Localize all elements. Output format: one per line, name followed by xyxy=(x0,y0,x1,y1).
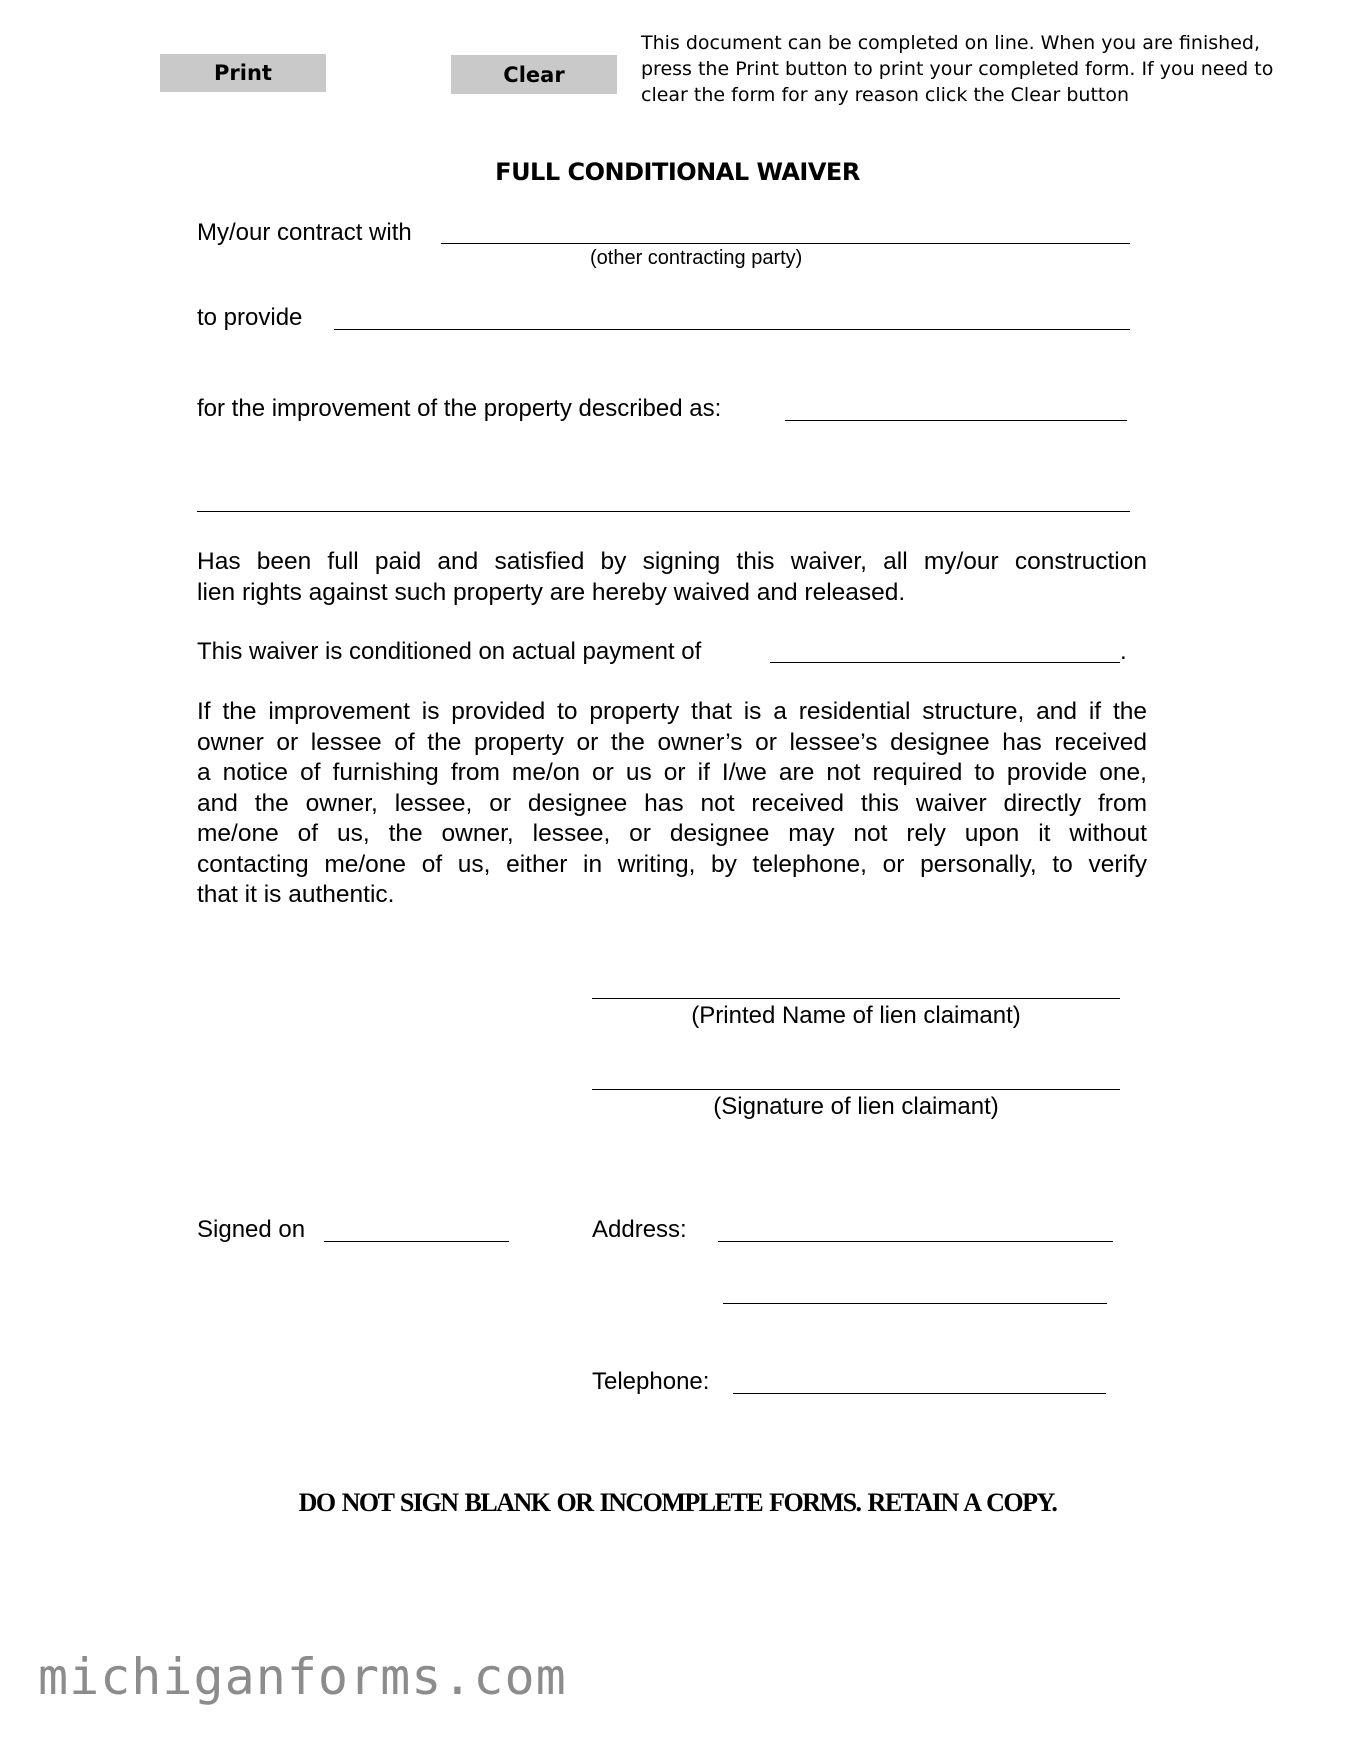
paragraph-line: If the improvement is provided to property that is a residential structure, and if the xyxy=(197,698,1147,725)
print-button[interactable]: Print xyxy=(160,54,326,92)
paragraph-line: lien rights against such property are hereby waived and released. xyxy=(197,578,906,606)
contract-with-field[interactable] xyxy=(441,243,1130,244)
instructions-line: clear the form for any reason click the Clear button xyxy=(641,84,1130,106)
to-provide-field[interactable] xyxy=(334,329,1130,330)
signed-on-field[interactable] xyxy=(324,1241,509,1242)
paragraph-line: a notice of furnishing from me/on or us or if I/we are not required to provide one, xyxy=(197,759,1147,786)
contract-with-label: My/our contract with xyxy=(197,219,412,246)
contract-party-hint: (other contracting party) xyxy=(590,247,803,269)
form-title: FULL CONDITIONAL WAIVER xyxy=(495,158,860,186)
signature-field[interactable] xyxy=(592,1089,1120,1090)
payment-amount-field[interactable] xyxy=(770,662,1120,663)
paid-paragraph xyxy=(197,547,1147,608)
paragraph-line: that it is authentic. xyxy=(197,881,395,908)
to-provide-label: to provide xyxy=(197,304,303,331)
property-field-2[interactable] xyxy=(197,511,1130,512)
watermark-text: michiganforms.com xyxy=(38,1648,567,1706)
signature-caption: (Signature of lien claimant) xyxy=(713,1093,999,1120)
address-label: Address: xyxy=(592,1216,687,1243)
payment-period: . xyxy=(1120,638,1127,665)
paragraph-line: me/one of us, the owner, lessee, or designee may not rely upon it without xyxy=(197,820,1147,847)
printed-name-field[interactable] xyxy=(592,998,1120,999)
paragraph-line: owner or lessee of the property or the owner’s or lessee’s designee has received xyxy=(197,728,1147,756)
property-field-1[interactable] xyxy=(785,420,1127,421)
paragraph-line: Has been full paid and satisfied by signing this waiver, all my/our construction xyxy=(197,548,1147,575)
address-field-1[interactable] xyxy=(718,1241,1113,1242)
paragraph-line: contacting me/one of us, either in writing, by telephone, or personally, to verify xyxy=(197,850,1147,878)
address-field-2[interactable] xyxy=(723,1303,1107,1304)
payment-label: This waiver is conditioned on actual payment of xyxy=(197,638,702,665)
signed-on-label: Signed on xyxy=(197,1216,306,1243)
printed-name-caption: (Printed Name of lien claimant) xyxy=(691,1002,1021,1029)
instructions-text xyxy=(641,30,1341,108)
warning-text: DO NOT SIGN BLANK OR INCOMPLETE FORMS. RETAIN A COPY. xyxy=(298,1488,1057,1517)
property-label: for the improvement of the property described as: xyxy=(197,395,722,422)
instructions-line: press the Print button to print your completed form. If you need to xyxy=(641,58,1274,80)
telephone-field[interactable] xyxy=(733,1393,1106,1394)
instructions-line: This document can be completed on line. When you are finished, xyxy=(641,32,1260,54)
paragraph-line: and the owner, lessee, or designee has not received this waiver directly from xyxy=(197,789,1147,817)
telephone-label: Telephone: xyxy=(592,1368,710,1395)
clear-button[interactable]: Clear xyxy=(451,55,617,94)
residential-paragraph xyxy=(197,697,1147,911)
